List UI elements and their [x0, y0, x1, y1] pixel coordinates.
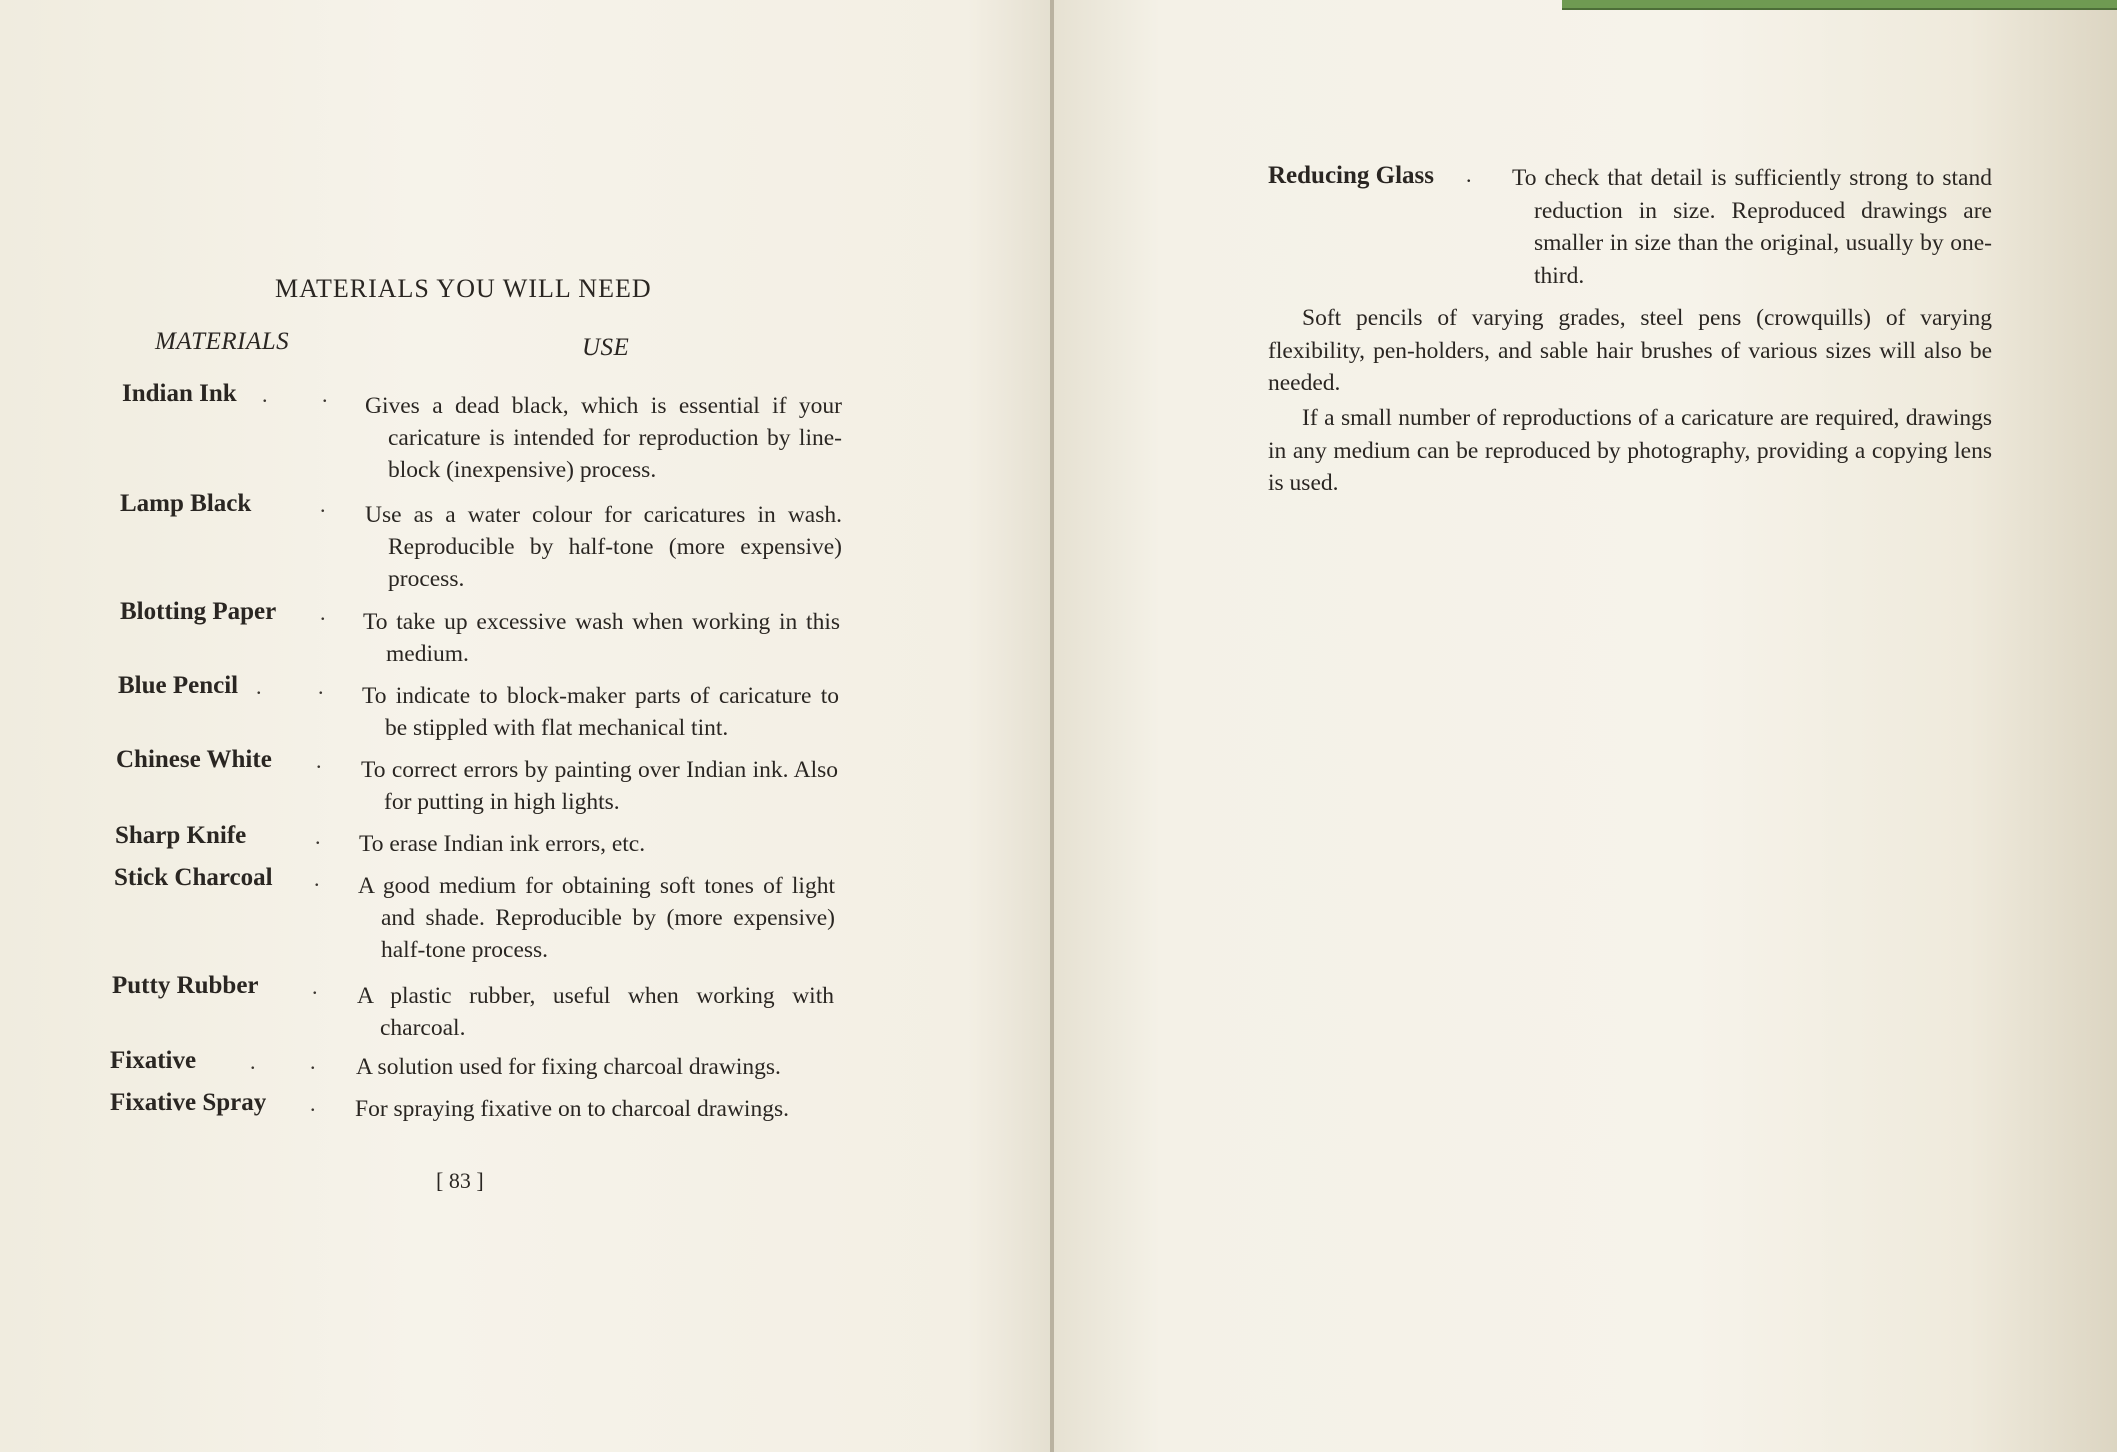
material-term: Sharp Knife: [115, 822, 247, 849]
material-use-reducing-glass: To check that detail is sufficiently strong to stand reduction in size. Reproduced drawings are smaller in size than the original, usually by one-third.: [1512, 165, 1992, 289]
material-term: Fixative: [110, 1047, 197, 1074]
material-use: For spraying fixative on to charcoal drawings.: [355, 1096, 789, 1122]
column-header-materials: MATERIALS: [155, 328, 290, 355]
material-term: Lamp Black: [120, 490, 252, 517]
page-heading: MATERIALS YOU WILL NEED: [275, 274, 652, 303]
material-term: Blue Pencil: [118, 672, 239, 699]
material-use: To erase Indian ink errors, etc.: [359, 831, 646, 857]
material-use: To take up excessive wash when working in this medium.: [363, 609, 840, 667]
material-term: Blotting Paper: [120, 598, 277, 625]
material-term: Indian Ink: [122, 380, 237, 407]
material-use: Use as a water colour for caricatures in wash. Reproducible by half-tone (more expensive) process.: [365, 502, 842, 592]
green-cover-edge: [1562, 0, 2117, 10]
page-number: [ 83 ]: [436, 1168, 484, 1193]
body-paragraph: If a small number of reproductions of a caricature are required, drawings in any medium can be reproduced by photography, providing a copying lens is used.: [1268, 405, 1992, 496]
leader-dots: .: [1466, 162, 1472, 187]
material-use: A solution used for fixing charcoal drawings.: [356, 1054, 781, 1080]
material-use: To indicate to block-maker parts of caricature to be stippled with flat mechanical tint.: [362, 683, 839, 741]
material-use: Gives a dead black, which is essential if your caricature is intended for reproduction by line-block (inexpensive) process.: [365, 393, 842, 483]
book-gutter: [1050, 0, 1054, 1452]
material-term: Chinese White: [116, 746, 272, 773]
material-use: A good medium for obtaining soft tones of light and shade. Reproducible by (more expensive) half-tone process.: [358, 873, 835, 963]
material-term: Putty Rubber: [112, 972, 259, 999]
material-term: Fixative Spray: [110, 1089, 267, 1116]
material-term: Stick Charcoal: [114, 864, 273, 891]
material-use: A plastic rubber, useful when working with charcoal.: [357, 983, 834, 1041]
body-paragraph: Soft pencils of varying grades, steel pens (crowquills) of varying flexibility, pen-holders, and sable hair brushes of various sizes will also be needed.: [1268, 305, 1992, 396]
material-term-reducing-glass: Reducing Glass: [1268, 162, 1435, 189]
column-header-use: USE: [582, 334, 630, 361]
material-use: To correct errors by painting over Indian ink. Also for putting in high lights.: [361, 757, 838, 815]
